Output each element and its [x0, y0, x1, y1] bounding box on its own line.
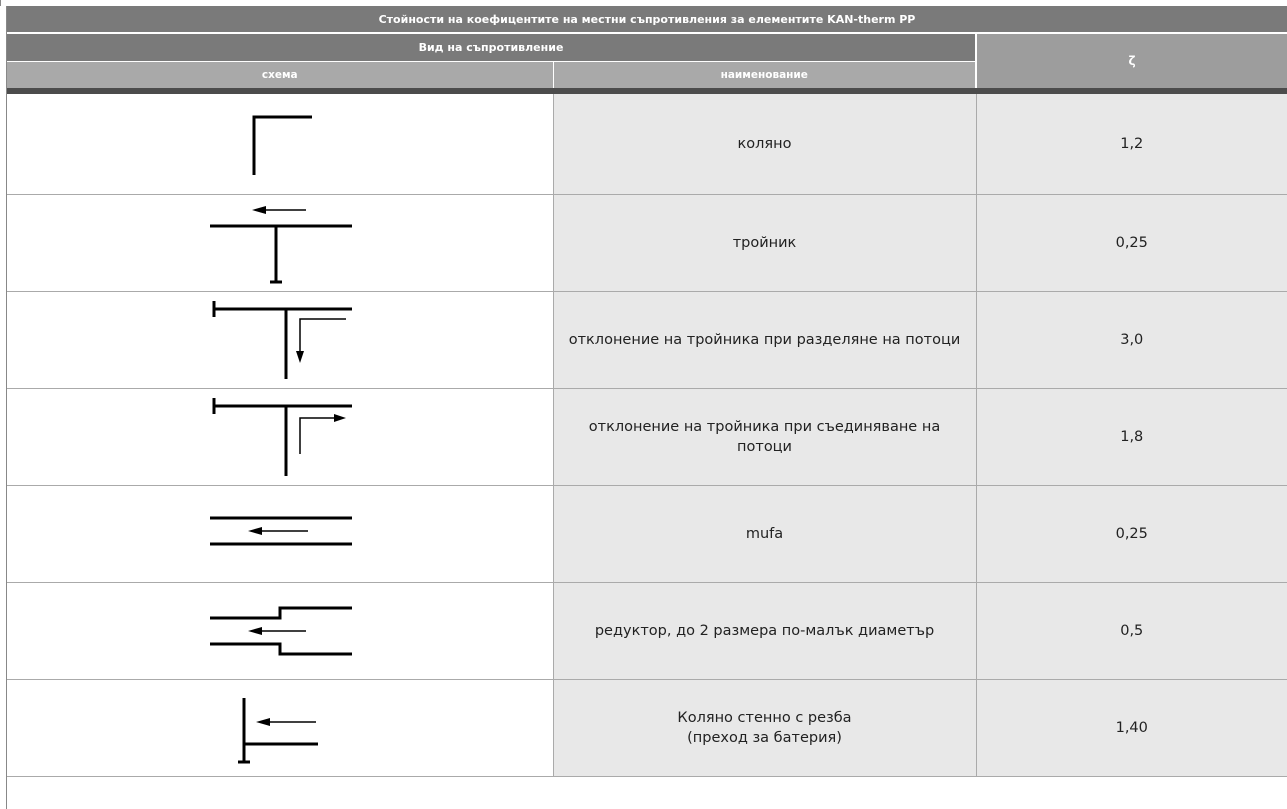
name-cell: отклонение на тройника при съединяване на потоци [553, 388, 976, 485]
table-row [7, 291, 1287, 388]
elbow-icon [7, 109, 553, 179]
schema-header: схема [7, 62, 553, 89]
value-cell: 1,40 [976, 679, 1287, 776]
schema-cell [7, 194, 553, 291]
name-cell: mufa [553, 485, 976, 582]
tee-icon [7, 198, 553, 288]
name-cell: редуктор, до 2 размера по-малък диаметър [553, 582, 976, 679]
name-header: наименование [553, 62, 976, 89]
tee-branch-join-icon [7, 392, 553, 482]
schema-cell [7, 679, 553, 776]
table-row [7, 194, 1287, 291]
group-header: Вид на съпротивление [7, 33, 976, 62]
table-row [7, 679, 1287, 776]
name-cell: коляно [553, 94, 976, 194]
schema-cell [7, 485, 553, 582]
value-cell: 0,25 [976, 485, 1287, 582]
value-cell: 1,2 [976, 94, 1287, 194]
name-cell: тройник [553, 194, 976, 291]
value-cell: 3,0 [976, 291, 1287, 388]
reducer-icon [7, 596, 553, 666]
table-row [7, 582, 1287, 679]
value-cell: 1,8 [976, 388, 1287, 485]
name-cell: отклонение на тройника при разделяне на потоци [553, 291, 976, 388]
value-cell: 0,25 [976, 194, 1287, 291]
table-row [7, 485, 1287, 582]
wall-elbow-icon [7, 688, 553, 768]
schema-cell [7, 94, 553, 194]
resistance-table [7, 6, 1287, 777]
coupling-icon [7, 504, 553, 564]
schema-cell [7, 582, 553, 679]
table-row [7, 94, 1287, 194]
table-row [7, 388, 1287, 485]
schema-cell [7, 291, 553, 388]
name-cell: Коляно стенно с резба (преход за батерия) [553, 679, 976, 776]
table-title: Стойности на коефицентите на местни съпротивления за елементите KAN-therm PP [7, 6, 1287, 33]
tee-branch-split-icon [7, 295, 553, 385]
value-cell: 0,5 [976, 582, 1287, 679]
zeta-header: ζ [976, 33, 1287, 88]
schema-cell [7, 388, 553, 485]
left-border [0, 0, 7, 809]
